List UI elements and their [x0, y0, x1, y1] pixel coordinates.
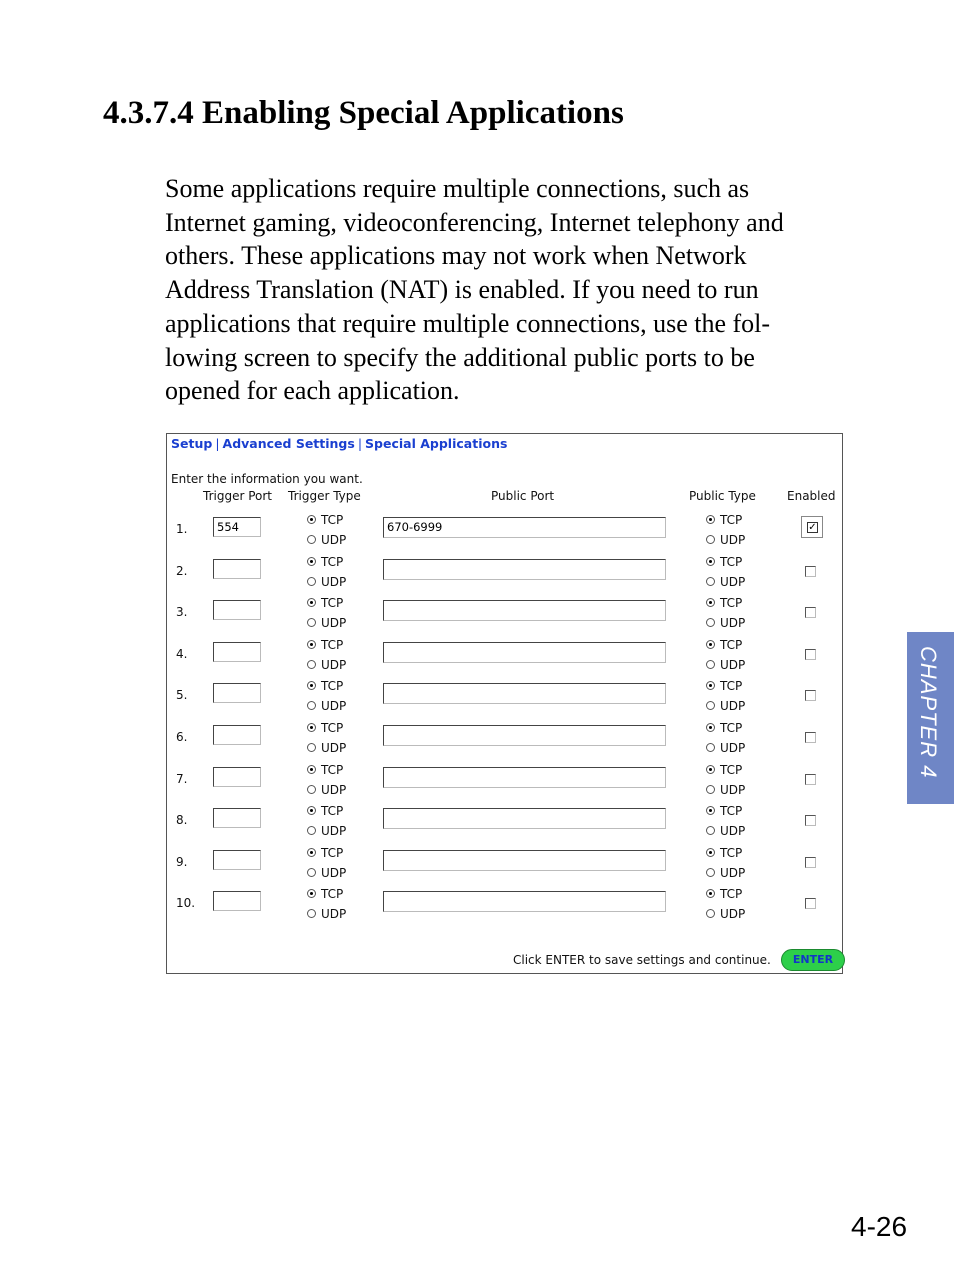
trigger-type-tcp-radio[interactable]	[307, 721, 343, 735]
trigger-type-tcp-radio[interactable]	[307, 846, 343, 860]
trigger-port-input[interactable]	[213, 642, 261, 662]
enabled-checkbox[interactable]	[801, 516, 823, 538]
radio-button-icon	[706, 557, 715, 566]
radio-label: UDP	[321, 699, 347, 714]
application-row	[167, 593, 844, 635]
trigger-type-udp-radio[interactable]	[307, 699, 346, 713]
radio-label: UDP	[321, 533, 347, 547]
section-heading: 4.3.7.4 Enabling Special Applications	[103, 95, 624, 131]
trigger-port-input[interactable]	[213, 559, 261, 579]
public-type-tcp-radio[interactable]	[706, 555, 742, 569]
enabled-checkbox[interactable]	[805, 774, 816, 785]
enabled-checkbox[interactable]	[805, 690, 816, 701]
public-type-udp-radio[interactable]	[706, 575, 745, 589]
row-number: 6.	[176, 730, 188, 744]
radio-label: TCP	[720, 513, 743, 527]
radio-label: UDP	[720, 533, 746, 547]
radio-button-icon	[706, 577, 715, 586]
public-type-tcp-radio[interactable]	[706, 804, 742, 818]
trigger-port-input[interactable]	[213, 808, 261, 828]
public-port-input[interactable]	[383, 808, 666, 829]
radio-label: TCP	[720, 762, 743, 777]
public-port-input[interactable]	[383, 600, 666, 621]
radio-label: UDP	[720, 782, 746, 797]
radio-button-icon	[706, 701, 715, 710]
radio-label: TCP	[321, 513, 344, 527]
radio-label: TCP	[720, 596, 743, 611]
paragraph-line: lowing screen to specify the additional public ports to be	[165, 342, 755, 372]
row-number: 4.	[176, 646, 188, 661]
radio-label: UDP	[720, 907, 746, 922]
trigger-type-tcp-radio[interactable]	[307, 513, 343, 527]
paragraph-line: opened for each application.	[165, 376, 460, 406]
radio-label: UDP	[720, 865, 746, 880]
trigger-port-input[interactable]	[213, 891, 261, 911]
radio-label: UDP	[720, 616, 746, 631]
breadcrumb-advanced-settings-link[interactable]: Advanced Settings	[222, 436, 355, 451]
public-type-tcp-radio[interactable]	[706, 638, 742, 652]
application-row	[167, 884, 844, 926]
radio-button-icon	[307, 598, 316, 607]
radio-label: UDP	[321, 907, 347, 922]
radio-button-icon	[307, 660, 316, 669]
trigger-type-tcp-radio[interactable]	[307, 763, 343, 777]
radio-button-icon	[706, 640, 715, 649]
radio-button-icon	[706, 785, 715, 794]
radio-button-icon	[706, 868, 715, 877]
radio-button-icon	[706, 743, 715, 752]
radio-button-icon	[706, 765, 715, 774]
application-row	[167, 718, 844, 760]
breadcrumb-separator: |	[215, 436, 220, 451]
application-row	[167, 801, 844, 843]
row-number: 3.	[176, 605, 188, 620]
radio-button-icon	[307, 868, 316, 877]
breadcrumb-separator: |	[357, 436, 363, 451]
application-row	[167, 760, 844, 802]
trigger-type-udp-radio[interactable]	[307, 533, 346, 547]
radio-label: UDP	[321, 741, 347, 755]
radio-button-icon	[307, 889, 316, 898]
radio-button-icon	[307, 577, 316, 586]
form-instructions: Enter the information you want.	[171, 472, 363, 486]
radio-label: UDP	[321, 616, 347, 631]
radio-button-icon	[307, 723, 316, 732]
trigger-port-input[interactable]	[213, 767, 261, 787]
row-number: 9.	[176, 854, 188, 869]
intro-paragraph	[165, 172, 855, 408]
row-number: 10.	[176, 896, 196, 911]
trigger-port-input[interactable]	[213, 600, 261, 620]
radio-button-icon	[706, 681, 715, 690]
public-type-udp-radio[interactable]	[706, 699, 745, 713]
application-row	[167, 510, 844, 552]
radio-button-icon	[706, 515, 715, 524]
page-number: 4-26	[851, 1211, 908, 1242]
trigger-type-tcp-radio[interactable]	[307, 638, 343, 652]
radio-button-icon	[307, 701, 316, 710]
paragraph-line: applications that require multiple connections, use the fol-	[165, 308, 771, 338]
radio-label: UDP	[321, 657, 347, 672]
row-number: 5.	[176, 688, 188, 703]
radio-button-icon	[706, 660, 715, 669]
radio-label: TCP	[720, 887, 743, 902]
trigger-type-tcp-radio[interactable]	[307, 679, 343, 693]
trigger-type-udp-radio[interactable]	[307, 866, 346, 880]
radio-button-icon	[307, 909, 316, 918]
public-type-tcp-radio[interactable]	[706, 846, 742, 860]
trigger-type-udp-radio[interactable]	[307, 616, 346, 630]
radio-label: TCP	[720, 804, 743, 819]
application-row	[167, 676, 844, 718]
paragraph-line: Address Translation (NAT) is enabled. If you need to run	[165, 275, 759, 305]
radio-label: UDP	[321, 865, 347, 880]
trigger-type-udp-radio[interactable]	[307, 783, 346, 797]
enabled-checkbox[interactable]	[805, 566, 816, 577]
radio-button-icon	[706, 909, 715, 918]
trigger-type-tcp-radio[interactable]	[307, 555, 343, 569]
radio-label: UDP	[720, 574, 746, 589]
radio-button-icon	[307, 806, 316, 815]
radio-label: TCP	[321, 637, 344, 652]
enabled-checkbox[interactable]	[805, 649, 816, 660]
radio-button-icon	[307, 515, 316, 524]
chapter-tab	[907, 632, 954, 804]
radio-label: TCP	[720, 721, 743, 735]
radio-label: UDP	[321, 782, 347, 797]
radio-button-icon	[706, 723, 715, 732]
public-type-udp-radio[interactable]	[706, 824, 745, 838]
radio-label: TCP	[720, 845, 743, 860]
paragraph-line: others. These applications may not work when Network	[165, 241, 747, 271]
radio-button-icon	[307, 557, 316, 566]
public-type-udp-radio[interactable]	[706, 741, 745, 755]
public-type-udp-radio[interactable]	[706, 866, 745, 880]
enter-button[interactable]: ENTER	[781, 949, 845, 971]
radio-label: UDP	[321, 574, 347, 589]
radio-button-icon	[706, 598, 715, 607]
enabled-checkbox[interactable]	[805, 815, 816, 826]
row-number: 7.	[176, 771, 188, 786]
radio-label: UDP	[720, 824, 746, 839]
enabled-checkbox[interactable]	[805, 732, 816, 743]
radio-label: TCP	[321, 721, 344, 735]
radio-button-icon	[307, 785, 316, 794]
public-type-tcp-radio[interactable]	[706, 513, 742, 527]
enabled-checkbox[interactable]	[805, 898, 816, 909]
radio-label: TCP	[321, 554, 344, 569]
radio-button-icon	[706, 618, 715, 627]
breadcrumb-setup-link[interactable]: Setup	[171, 436, 213, 451]
public-type-udp-radio[interactable]	[706, 616, 745, 630]
radio-label: TCP	[321, 596, 344, 611]
public-port-input[interactable]	[383, 850, 666, 871]
radio-label: TCP	[720, 679, 743, 694]
breadcrumb	[171, 436, 507, 451]
radio-button-icon	[307, 618, 316, 627]
paragraph-line: Some applications require multiple connections, such as	[165, 174, 750, 203]
radio-label: TCP	[720, 637, 743, 652]
public-port-input[interactable]	[383, 767, 666, 788]
trigger-type-udp-radio[interactable]	[307, 658, 346, 672]
breadcrumb-special-applications-link[interactable]: Special Applications	[365, 436, 508, 451]
trigger-port-input[interactable]	[213, 683, 261, 703]
application-row	[167, 635, 844, 677]
public-type-tcp-radio[interactable]	[706, 721, 742, 735]
radio-label: UDP	[720, 741, 746, 755]
radio-button-icon	[307, 826, 316, 835]
row-number: 2.	[176, 563, 188, 578]
radio-label: TCP	[321, 845, 344, 860]
trigger-type-tcp-radio[interactable]	[307, 596, 343, 610]
column-header-public-port: Public Port	[491, 489, 555, 503]
column-header-trigger-type: Trigger Type	[288, 489, 361, 503]
radio-button-icon	[307, 535, 316, 544]
radio-label: TCP	[720, 554, 743, 569]
trigger-port-input[interactable]	[213, 725, 261, 745]
radio-label: UDP	[321, 824, 347, 839]
trigger-port-input[interactable]: 554	[213, 517, 261, 537]
trigger-type-udp-radio[interactable]	[307, 741, 346, 755]
row-number: 1.	[176, 522, 188, 536]
enabled-checkbox[interactable]	[805, 607, 816, 618]
row-number: 8.	[176, 813, 188, 828]
radio-button-icon	[307, 848, 316, 857]
trigger-type-tcp-radio[interactable]	[307, 887, 343, 901]
public-type-udp-radio[interactable]	[706, 783, 745, 797]
public-port-input[interactable]	[383, 725, 666, 746]
public-type-udp-radio[interactable]	[706, 907, 745, 921]
checkmark-icon: ✓	[808, 522, 817, 533]
radio-button-icon	[307, 765, 316, 774]
radio-label: UDP	[720, 699, 746, 714]
application-row	[167, 552, 844, 594]
trigger-port-input[interactable]	[213, 850, 261, 870]
radio-button-icon	[706, 826, 715, 835]
column-header-trigger-port: Trigger Port	[203, 489, 272, 503]
public-port-input[interactable]: 670-6999	[383, 517, 666, 538]
radio-label: TCP	[321, 762, 344, 777]
trigger-type-tcp-radio[interactable]	[307, 804, 343, 818]
trigger-type-udp-radio[interactable]	[307, 907, 346, 921]
radio-button-icon	[307, 640, 316, 649]
public-type-tcp-radio[interactable]	[706, 596, 742, 610]
public-type-tcp-radio[interactable]	[706, 679, 742, 693]
public-type-udp-radio[interactable]	[706, 533, 745, 547]
radio-button-icon	[706, 535, 715, 544]
radio-button-icon	[307, 743, 316, 752]
application-row	[167, 843, 844, 885]
public-port-input[interactable]	[383, 891, 666, 912]
trigger-type-udp-radio[interactable]	[307, 575, 346, 589]
chapter-tab-label: CHAPTER 4	[916, 646, 941, 779]
radio-label: UDP	[720, 657, 746, 672]
special-applications-screenshot	[166, 433, 843, 974]
radio-label: TCP	[321, 887, 344, 902]
radio-button-icon	[307, 681, 316, 690]
public-port-input[interactable]	[383, 559, 666, 580]
save-instructions: Click ENTER to save settings and continue.	[513, 953, 771, 967]
trigger-type-udp-radio[interactable]	[307, 824, 346, 838]
radio-label: TCP	[321, 804, 344, 819]
public-type-tcp-radio[interactable]	[706, 763, 742, 777]
enabled-checkbox[interactable]	[805, 857, 816, 868]
radio-button-icon	[706, 889, 715, 898]
column-header-enabled: Enabled	[787, 489, 836, 503]
radio-label: TCP	[321, 679, 344, 694]
paragraph-line: Internet gaming, videoconferencing, Internet telephony and	[165, 207, 784, 237]
public-type-tcp-radio[interactable]	[706, 887, 742, 901]
public-port-input[interactable]	[383, 642, 666, 663]
public-type-udp-radio[interactable]	[706, 658, 745, 672]
radio-button-icon	[706, 806, 715, 815]
radio-button-icon	[706, 848, 715, 857]
public-port-input[interactable]	[383, 683, 666, 704]
column-header-public-type: Public Type	[689, 489, 756, 503]
